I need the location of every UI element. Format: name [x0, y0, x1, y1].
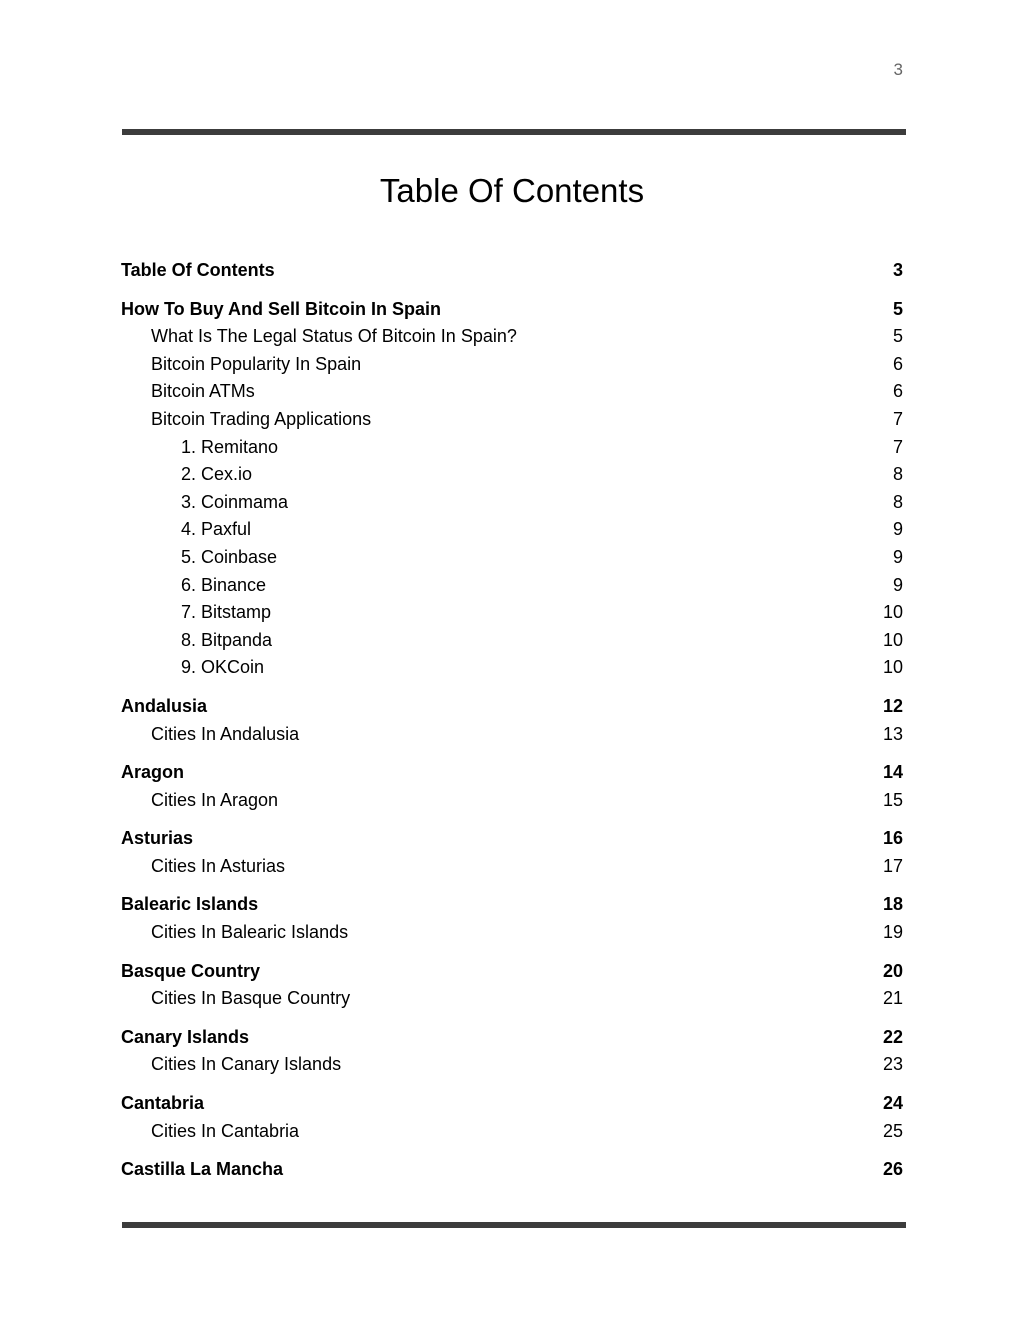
toc-entry[interactable]	[121, 257, 903, 285]
toc-entry-page: 17	[882, 855, 903, 876]
toc-entry-label: Balearic Islands	[121, 894, 259, 915]
toc-entry-page: 9	[892, 574, 903, 595]
toc-entry-page: 7	[892, 408, 903, 429]
toc-entry[interactable]	[121, 296, 903, 324]
toc-entry[interactable]	[121, 919, 903, 947]
toc-entry[interactable]	[121, 985, 903, 1013]
toc-entry-label: Canary Islands	[121, 1026, 250, 1047]
toc-entry-page: 5	[892, 326, 903, 347]
toc-entry-label: Table Of Contents	[121, 260, 275, 280]
toc-entry-label: What Is The Legal Status Of Bitcoin In Spain?	[151, 326, 517, 347]
toc-entry-page: 6	[892, 381, 903, 402]
toc-entry-label: 7. Bitstamp	[181, 602, 272, 623]
toc-entry-label: Cities In Cantabria	[151, 1120, 300, 1141]
toc-entry-label: Cities In Canary Islands	[151, 1054, 342, 1075]
toc-entry-label: 3. Coinmama	[181, 491, 289, 512]
toc-entry-label: Cities In Asturias	[151, 855, 286, 876]
toc-entry-page: 10	[882, 602, 903, 623]
toc-entry-page: 26	[882, 1159, 903, 1180]
toc-entry-page: 15	[882, 789, 903, 810]
toc-entry-label: Cities In Aragon	[151, 789, 279, 810]
toc-entry-page: 16	[882, 828, 903, 849]
toc-entry-page: 7	[892, 436, 903, 457]
toc-entry-label: 6. Binance	[181, 574, 267, 595]
page-title: Table Of Contents	[379, 172, 645, 209]
toc-entry-label: Castilla La Mancha	[121, 1159, 284, 1180]
toc-entry[interactable]	[121, 891, 903, 919]
toc-entry-page: 8	[892, 464, 903, 485]
toc-entry[interactable]	[121, 654, 903, 682]
toc-entry[interactable]	[121, 378, 903, 406]
toc-entry-page: 14	[882, 762, 903, 783]
toc-entry-page: 9	[892, 546, 903, 567]
page-number: 3	[893, 60, 903, 79]
toc-entry-label: Bitcoin ATMs	[151, 381, 255, 402]
toc-entry[interactable]	[121, 434, 903, 462]
toc-entry-page: 23	[882, 1054, 903, 1075]
toc-entry[interactable]	[121, 759, 903, 787]
toc-entry[interactable]	[121, 1156, 903, 1184]
bottom-rule	[122, 1222, 906, 1228]
toc-entry-page: 5	[892, 298, 903, 319]
toc-entry-page: 10	[882, 629, 903, 650]
toc-entry-label: Aragon	[121, 762, 184, 783]
toc-entry[interactable]	[121, 544, 903, 572]
toc-entry[interactable]	[121, 516, 903, 544]
toc-entry[interactable]	[121, 825, 903, 853]
toc-entry-label: Cities In Andalusia	[151, 723, 300, 744]
toc-entry-label: 2. Cex.io	[181, 464, 253, 485]
toc-entry-label: Basque Country	[121, 960, 261, 981]
toc-entry-label: Asturias	[121, 828, 194, 849]
toc-entry-page: 8	[892, 491, 903, 512]
toc-entry-label: Cantabria	[121, 1093, 205, 1114]
toc-entry-page: 19	[882, 922, 903, 943]
toc-entry[interactable]	[121, 351, 903, 379]
toc-entry-page: 9	[892, 519, 903, 540]
toc-entry-label: 5. Coinbase	[181, 546, 278, 567]
toc-entry[interactable]	[121, 853, 903, 881]
toc-entry[interactable]	[121, 599, 903, 627]
toc-entry[interactable]	[121, 627, 903, 655]
toc-entry-label: Bitcoin Popularity In Spain	[151, 353, 362, 374]
toc-entry-page: 18	[882, 894, 903, 915]
toc-entry-page: 22	[882, 1026, 903, 1047]
toc-entry-label: Cities In Balearic Islands	[151, 922, 349, 943]
toc-entry[interactable]	[121, 1118, 903, 1146]
toc-entry-page: 21	[882, 988, 903, 1009]
toc-entry-label: Andalusia	[121, 695, 208, 716]
toc-entry-page: 12	[882, 695, 903, 716]
toc-entry-page: 3	[892, 260, 903, 280]
toc-entry[interactable]	[121, 461, 903, 489]
toc-entry[interactable]	[121, 693, 903, 721]
toc-entry-label: Bitcoin Trading Applications	[151, 408, 372, 429]
toc-entry-label: 4. Paxful	[181, 519, 252, 540]
toc-entry-label: Cities In Basque Country	[151, 988, 351, 1009]
toc-entry-label: 9. OKCoin	[181, 657, 265, 678]
toc-entry[interactable]	[121, 572, 903, 600]
top-rule	[122, 129, 906, 135]
toc-entry[interactable]	[121, 721, 903, 749]
toc-entry[interactable]	[121, 406, 903, 434]
toc-entry[interactable]	[121, 323, 903, 351]
toc-entry[interactable]	[121, 787, 903, 815]
toc-entry[interactable]	[121, 1090, 903, 1118]
toc-entry-label: 1. Remitano	[181, 436, 279, 457]
toc-entry-page: 25	[882, 1120, 903, 1141]
toc-entry-label: 8. Bitpanda	[181, 629, 273, 650]
toc-entry[interactable]	[121, 1051, 903, 1079]
toc-entry[interactable]	[121, 489, 903, 517]
toc-entry-page: 6	[892, 353, 903, 374]
toc-entry-page: 10	[882, 657, 903, 678]
table-of-contents	[121, 257, 903, 1184]
toc-entry-label: How To Buy And Sell Bitcoin In Spain	[121, 298, 442, 319]
toc-entry-page: 20	[882, 960, 903, 981]
toc-entry-page: 24	[882, 1093, 903, 1114]
toc-entry[interactable]	[121, 958, 903, 986]
toc-entry-page: 13	[882, 723, 903, 744]
toc-entry[interactable]	[121, 1024, 903, 1052]
